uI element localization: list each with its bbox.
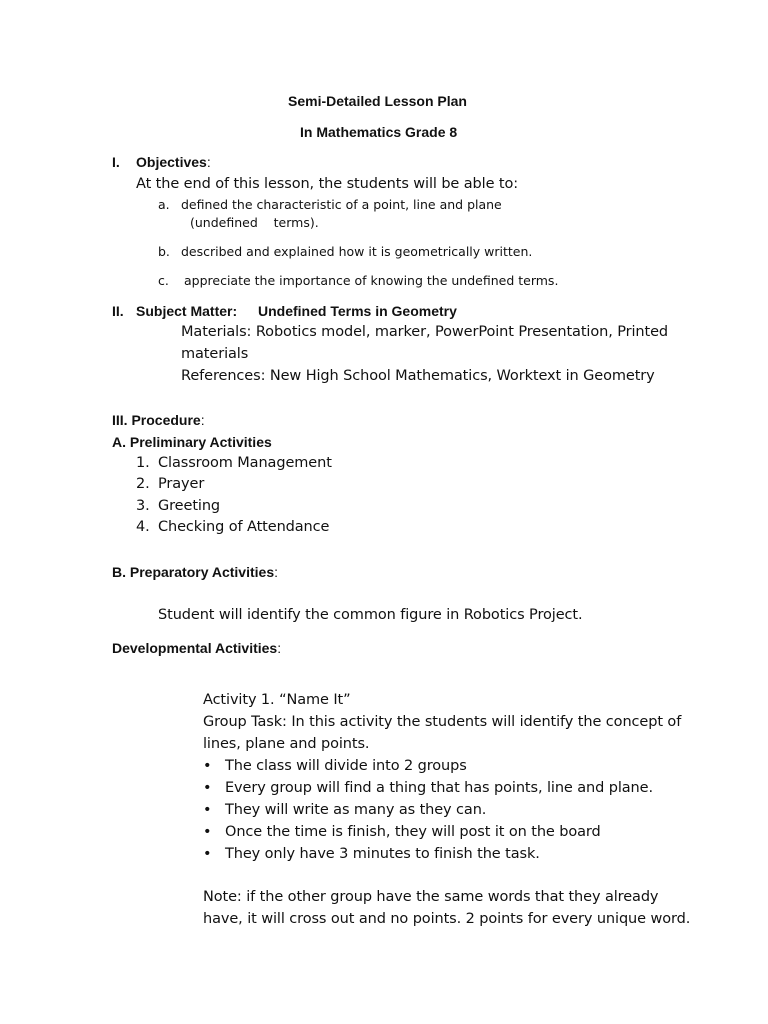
list-item-number: 1.: [136, 455, 150, 471]
objective-item-b-text: described and explained how it is geometrically written.: [181, 244, 533, 259]
bullet-icon: •: [203, 824, 212, 840]
group-task-line-1: Group Task: In this activity the students will identify the concept of: [203, 714, 682, 730]
list-item: [203, 802, 486, 818]
procedure-heading-text: Procedure: [131, 412, 201, 428]
list-item: [203, 824, 601, 840]
subject-matter-heading: Subject Matter:: [136, 303, 238, 319]
bullet-icon: •: [203, 802, 212, 818]
list-item-number: 3.: [136, 498, 150, 514]
objectives-heading-colon: :: [206, 154, 211, 170]
references-line: References: New High School Mathematics, Worktext in Geometry: [181, 368, 655, 384]
document-title: Semi-Detailed Lesson Plan: [288, 93, 467, 109]
preliminary-letter: A.: [112, 434, 126, 450]
bullet-icon: •: [203, 780, 212, 796]
objectives-heading-text: Objectives: [136, 154, 207, 170]
list-item-text: They only have 3 minutes to finish the task.: [225, 846, 540, 862]
list-item: [136, 519, 329, 535]
list-item-text: Every group will find a thing that has points, line and plane.: [225, 780, 653, 796]
preliminary-heading-text: Preliminary Activities: [129, 434, 272, 450]
preliminary-heading: [112, 434, 272, 450]
note-line-2: have, it will cross out and no points. 2 points for every unique word.: [203, 911, 691, 927]
list-item: [203, 758, 467, 774]
document-subtitle: In Mathematics Grade 8: [300, 124, 458, 140]
developmental-heading-text: Developmental Activities: [112, 640, 278, 656]
materials-line-2: materials: [181, 346, 249, 362]
list-item: [136, 476, 204, 492]
list-item-text: Prayer: [158, 476, 205, 492]
group-task-line-2: lines, plane and points.: [203, 736, 370, 752]
objectives-heading: [136, 154, 211, 170]
developmental-heading: [112, 640, 281, 656]
list-item-number: 4.: [136, 519, 150, 535]
list-item-text: Greeting: [158, 498, 221, 514]
preparatory-text: Student will identify the common figure in Robotics Project.: [158, 607, 583, 623]
preparatory-heading-colon: :: [274, 564, 278, 580]
list-item-text: Checking of Attendance: [158, 519, 330, 535]
preparatory-heading-text: Preparatory Activities: [129, 564, 275, 580]
objective-item-a-letter: a.: [158, 197, 170, 212]
procedure-numeral: III.: [112, 412, 128, 428]
list-item: [203, 846, 540, 862]
list-item-text: They will write as many as they can.: [225, 802, 487, 818]
list-item-text: Classroom Management: [158, 455, 332, 471]
developmental-heading-colon: :: [277, 640, 282, 656]
objective-item-a-continuation: (undefined terms).: [190, 215, 319, 230]
note-line-1: Note: if the other group have the same words that they already: [203, 889, 659, 905]
preparatory-letter: B.: [112, 564, 126, 580]
list-item-number: 2.: [136, 476, 150, 492]
objectives-numeral: I.: [112, 154, 120, 170]
subject-matter-topic: Undefined Terms in Geometry: [258, 303, 457, 319]
bullet-icon: •: [203, 758, 212, 774]
list-item-text: Once the time is finish, they will post it on the board: [225, 824, 601, 840]
list-item: [203, 780, 653, 796]
list-item-text: The class will divide into 2 groups: [225, 758, 467, 774]
list-item: [136, 498, 220, 514]
objective-item-b-letter: b.: [158, 244, 170, 259]
preparatory-heading: [112, 564, 278, 580]
objective-item-c-text: appreciate the importance of knowing the undefined terms.: [184, 273, 559, 288]
objective-item-c-letter: c.: [158, 273, 169, 288]
bullet-icon: •: [203, 846, 212, 862]
objectives-intro: At the end of this lesson, the students will be able to:: [136, 176, 519, 192]
list-item: [136, 455, 332, 471]
objective-item-a-text: defined the characteristic of a point, line and plane: [181, 197, 502, 212]
procedure-heading: [112, 412, 205, 428]
subject-matter-numeral: II.: [112, 303, 124, 319]
procedure-heading-colon: :: [200, 412, 205, 428]
activity-title: Activity 1. “Name It”: [203, 692, 351, 708]
materials-line-1: Materials: Robotics model, marker, PowerPoint Presentation, Printed: [181, 324, 669, 340]
